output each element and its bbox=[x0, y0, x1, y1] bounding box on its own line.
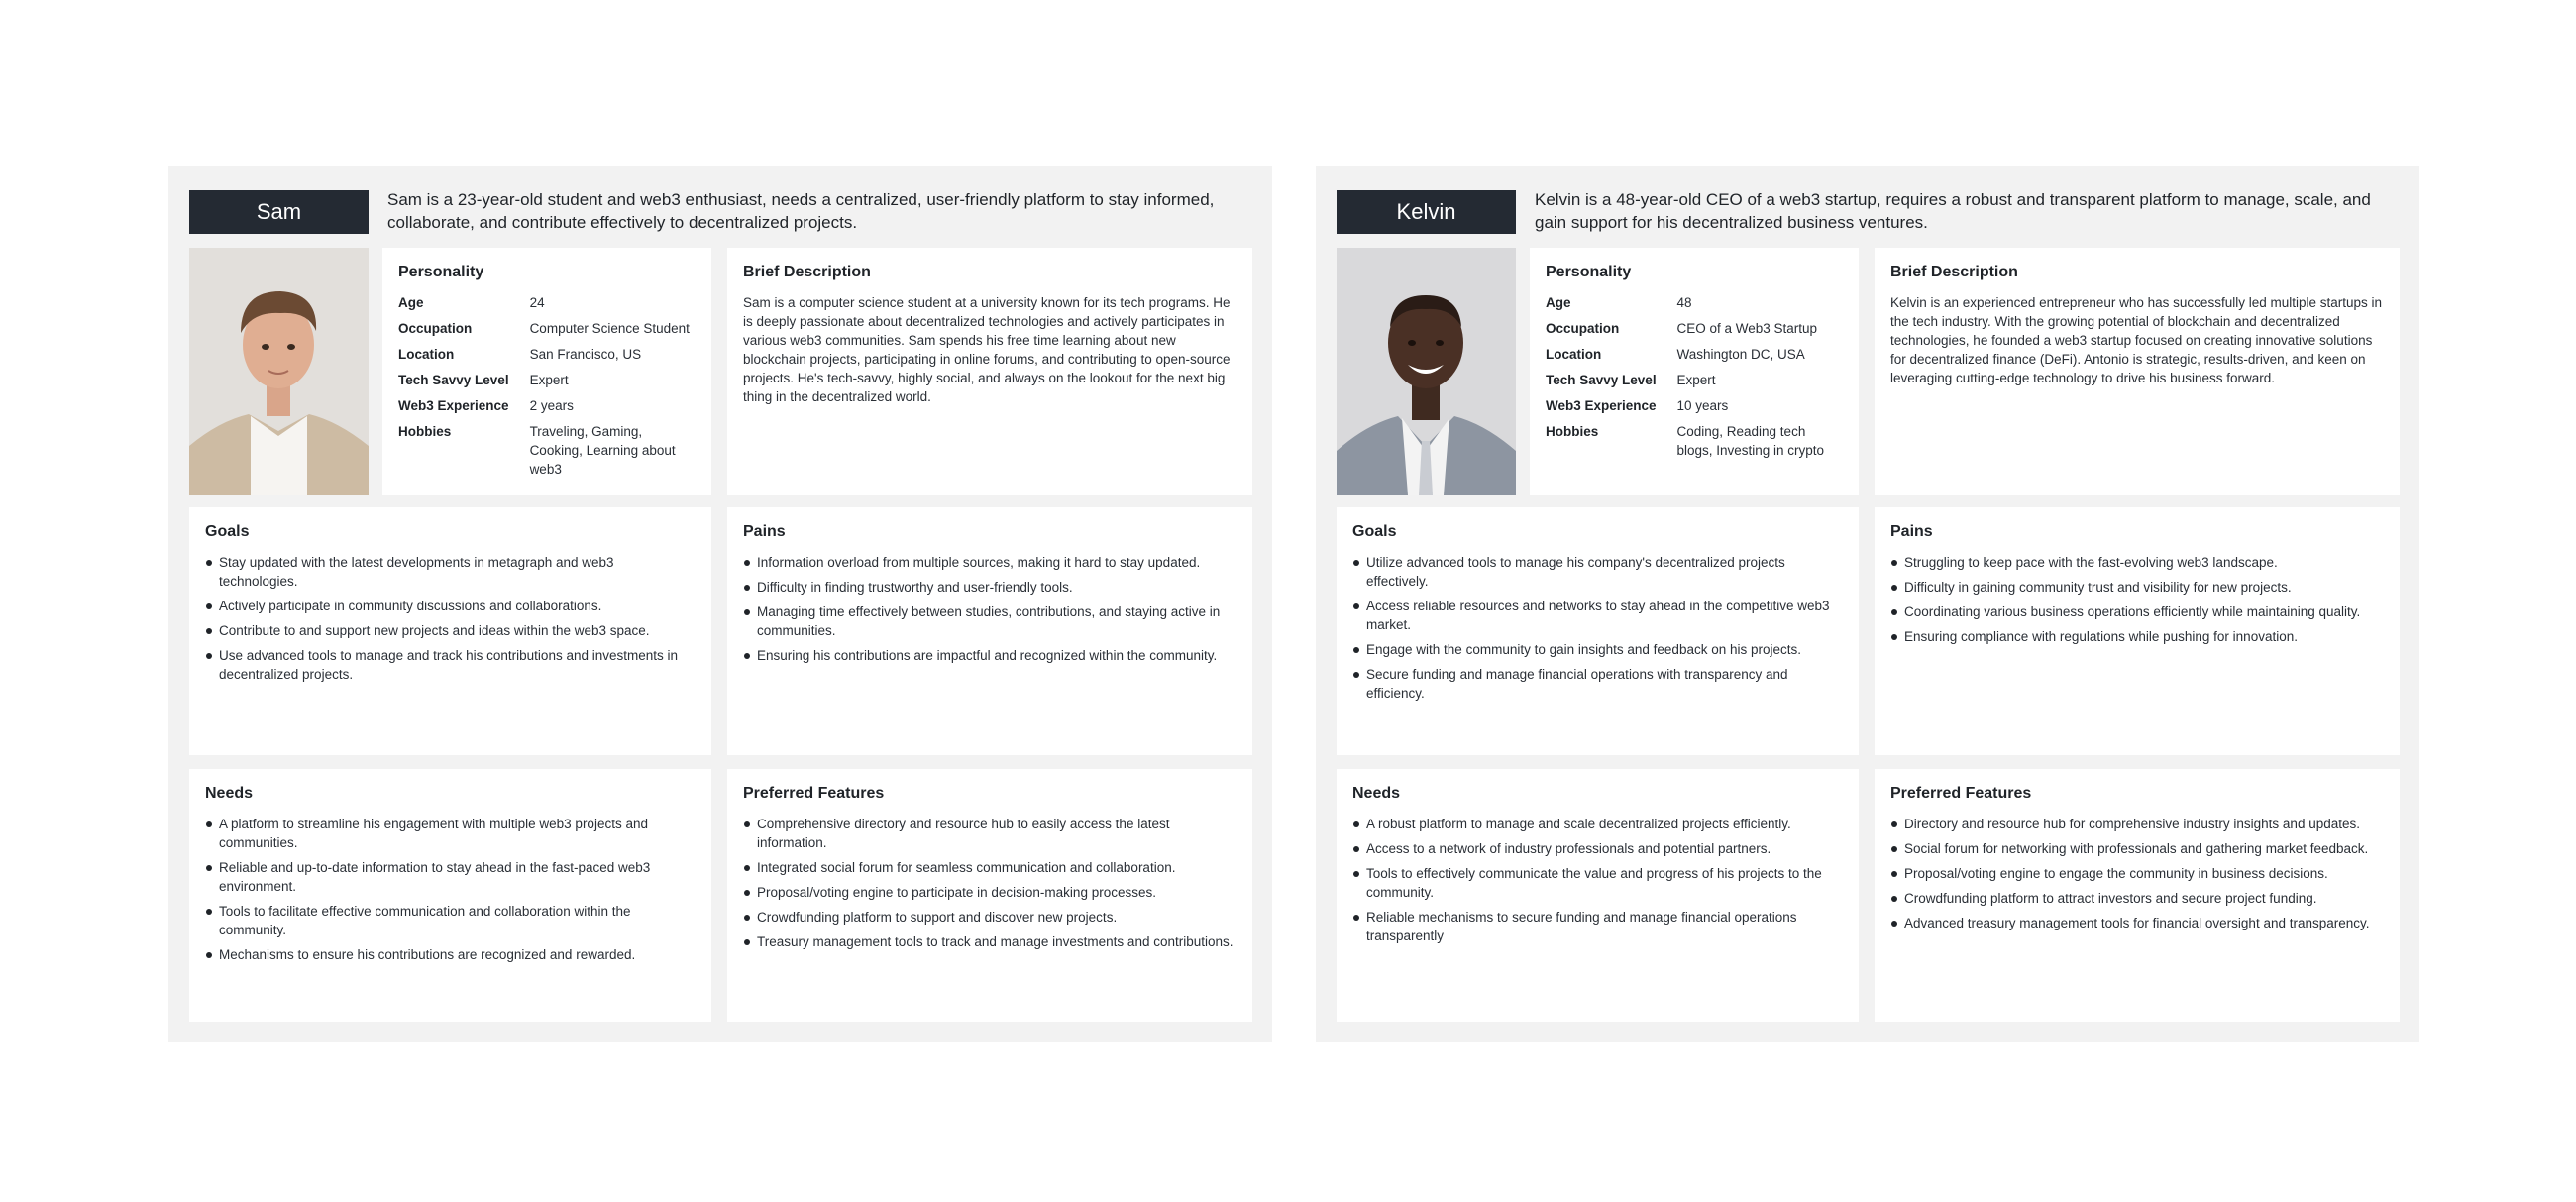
personality-row-web3-experience bbox=[1546, 396, 1843, 422]
field-value: Washington DC, USA bbox=[1676, 347, 1805, 362]
goals-list bbox=[205, 553, 696, 684]
persona-name: Sam bbox=[189, 190, 369, 234]
brief-heading: Brief Description bbox=[1890, 264, 2018, 280]
personality-card bbox=[382, 248, 711, 495]
pains-heading: Pains bbox=[1890, 523, 1933, 540]
features-list bbox=[743, 815, 1236, 951]
needs-card bbox=[189, 769, 711, 1022]
persona-card-kelvin bbox=[1316, 166, 2419, 1042]
list-item: Directory and resource hub for comprehensive industry insights and updates. bbox=[1890, 815, 2384, 833]
field-label: Tech Savvy Level bbox=[398, 373, 509, 387]
personality-row-web3-experience bbox=[398, 396, 696, 422]
personality-row-hobbies bbox=[398, 422, 696, 486]
list-item: Treasury management tools to track and manage investments and contributions. bbox=[743, 932, 1236, 951]
list-item: Tools to effectively communicate the value and progress of his projects to the community. bbox=[1352, 864, 1843, 902]
goals-list bbox=[1352, 553, 1843, 703]
field-value: 2 years bbox=[529, 398, 574, 413]
needs-heading: Needs bbox=[205, 785, 254, 802]
brief-heading: Brief Description bbox=[743, 264, 871, 280]
field-value: San Francisco, US bbox=[529, 347, 642, 362]
list-item: Proposal/voting engine to participate in decision-making processes. bbox=[743, 883, 1236, 902]
field-label: Hobbies bbox=[398, 424, 452, 439]
field-value: Expert bbox=[1676, 373, 1716, 387]
field-value: Traveling, Gaming, Cooking, Learning about web3 bbox=[529, 424, 676, 477]
field-label: Occupation bbox=[1546, 321, 1620, 336]
field-label: Age bbox=[1546, 295, 1571, 310]
pains-card bbox=[727, 507, 1252, 755]
list-item: Utilize advanced tools to manage his company's decentralized projects effectively. bbox=[1352, 553, 1843, 591]
persona-photo bbox=[1337, 248, 1516, 495]
list-item: Access reliable resources and networks to stay ahead in the competitive web3 market. bbox=[1352, 597, 1843, 634]
pains-list bbox=[1890, 553, 2384, 646]
personality-row-age bbox=[1546, 293, 1843, 319]
list-item: Integrated social forum for seamless communication and collaboration. bbox=[743, 858, 1236, 877]
pains-list bbox=[743, 553, 1236, 665]
list-item: Ensuring compliance with regulations while pushing for innovation. bbox=[1890, 627, 2384, 646]
list-item: Advanced treasury management tools for financial oversight and transparency. bbox=[1890, 914, 2384, 932]
personality-row-occupation bbox=[398, 319, 696, 345]
goals-card bbox=[189, 507, 711, 755]
features-list bbox=[1890, 815, 2384, 932]
needs-heading: Needs bbox=[1352, 785, 1401, 802]
field-value: Coding, Reading tech blogs, Investing in crypto bbox=[1676, 424, 1825, 458]
pains-card bbox=[1875, 507, 2400, 755]
list-item: Social forum for networking with professionals and gathering market feedback. bbox=[1890, 839, 2384, 858]
personality-row-hobbies bbox=[1546, 422, 1843, 467]
personality-table bbox=[398, 293, 696, 486]
personality-table bbox=[1546, 293, 1843, 467]
field-value: Computer Science Student bbox=[529, 321, 690, 336]
field-label: Location bbox=[1546, 347, 1602, 362]
list-item: Comprehensive directory and resource hub to easily access the latest information. bbox=[743, 815, 1236, 852]
list-item: Reliable mechanisms to secure funding and manage financial operations transparently bbox=[1352, 908, 1843, 945]
field-label: Tech Savvy Level bbox=[1546, 373, 1657, 387]
brief-text: Kelvin is an experienced entrepreneur who has successfully led multiple startups in the tech industry. With the growing potential of blockchain and decentralized technologies, he founded a web3 startup focused on creating innovative solutions for decentralized finance (DeFi). Antonio is strategic, results-driven, and keen on leveraging cutting-edge technology to drive his business forward. bbox=[1890, 295, 2383, 385]
brief-description-card bbox=[1875, 248, 2400, 495]
persona-summary: Sam is a 23-year-old student and web3 enthusiast, needs a centralized, user-friendly platform to stay informed, collaborate, and contribute effectively to decentralized projects. bbox=[387, 190, 1215, 232]
needs-list bbox=[205, 815, 696, 964]
list-item: Difficulty in gaining community trust and visibility for new projects. bbox=[1890, 578, 2384, 597]
personality-row-location bbox=[1546, 345, 1843, 371]
list-item: Crowdfunding platform to attract investors and secure project funding. bbox=[1890, 889, 2384, 908]
list-item: A robust platform to manage and scale decentralized projects efficiently. bbox=[1352, 815, 1843, 833]
list-item: Ensuring his contributions are impactful and recognized within the community. bbox=[743, 646, 1236, 665]
list-item: Information overload from multiple sources, making it hard to stay updated. bbox=[743, 553, 1236, 572]
goals-heading: Goals bbox=[205, 523, 250, 540]
list-item: Crowdfunding platform to support and discover new projects. bbox=[743, 908, 1236, 927]
personality-row-location bbox=[398, 345, 696, 371]
list-item: Engage with the community to gain insights and feedback on his projects. bbox=[1352, 640, 1843, 659]
preferred-features-card bbox=[727, 769, 1252, 1022]
list-item: Reliable and up-to-date information to stay ahead in the fast-paced web3 environment. bbox=[205, 858, 696, 896]
list-item: Secure funding and manage financial operations with transparency and efficiency. bbox=[1352, 665, 1843, 703]
list-item: A platform to streamline his engagement with multiple web3 projects and communities. bbox=[205, 815, 696, 852]
field-value: CEO of a Web3 Startup bbox=[1676, 321, 1818, 336]
preferred-features-card bbox=[1875, 769, 2400, 1022]
field-label: Web3 Experience bbox=[398, 398, 509, 413]
personality-row-tech-savvy bbox=[398, 371, 696, 396]
personality-row-tech-savvy bbox=[1546, 371, 1843, 396]
personality-card bbox=[1530, 248, 1859, 495]
list-item: Actively participate in community discussions and collaborations. bbox=[205, 597, 696, 615]
field-label: Occupation bbox=[398, 321, 473, 336]
personality-heading: Personality bbox=[1546, 264, 1632, 280]
list-item: Tools to facilitate effective communication and collaboration within the community. bbox=[205, 902, 696, 939]
field-value: 24 bbox=[529, 295, 545, 310]
list-item: Mechanisms to ensure his contributions are recognized and rewarded. bbox=[205, 945, 696, 964]
goals-card bbox=[1337, 507, 1859, 755]
features-heading: Preferred Features bbox=[743, 785, 885, 802]
list-item: Stay updated with the latest developments in metagraph and web3 technologies. bbox=[205, 553, 696, 591]
field-label: Hobbies bbox=[1546, 424, 1599, 439]
pains-heading: Pains bbox=[743, 523, 786, 540]
personality-row-occupation bbox=[1546, 319, 1843, 345]
list-item: Coordinating various business operations efficiently while maintaining quality. bbox=[1890, 602, 2384, 621]
needs-list bbox=[1352, 815, 1843, 945]
field-label: Web3 Experience bbox=[1546, 398, 1657, 413]
brief-description-card bbox=[727, 248, 1252, 495]
list-item: Proposal/voting engine to engage the community in business decisions. bbox=[1890, 864, 2384, 883]
field-label: Location bbox=[398, 347, 455, 362]
personality-row-age bbox=[398, 293, 696, 319]
features-heading: Preferred Features bbox=[1890, 785, 2032, 802]
persona-summary: Kelvin is a 48-year-old CEO of a web3 startup, requires a robust and transparent platform to manage, scale, and gain support for his decentralized business ventures. bbox=[1535, 190, 2371, 232]
field-label: Age bbox=[398, 295, 424, 310]
persona-photo bbox=[189, 248, 369, 495]
list-item: Contribute to and support new projects and ideas within the web3 space. bbox=[205, 621, 696, 640]
brief-text: Sam is a computer science student at a university known for its tech programs. He is deeply passionate about decentralized technologies and actively participates in various web3 communities. Sam spends his free time learning about new blockchain projects, participating in online forums, and contributing to open-source projects. He's tech-savvy, highly social, and always on the lookout for the next big thing in the decentralized world. bbox=[743, 295, 1231, 404]
field-value: 10 years bbox=[1676, 398, 1729, 413]
list-item: Use advanced tools to manage and track his contributions and investments in decentralized projects. bbox=[205, 646, 696, 684]
field-value: 48 bbox=[1676, 295, 1692, 310]
needs-card bbox=[1337, 769, 1859, 1022]
persona-name: Kelvin bbox=[1337, 190, 1516, 234]
list-item: Access to a network of industry professionals and potential partners. bbox=[1352, 839, 1843, 858]
field-value: Expert bbox=[529, 373, 569, 387]
persona-card-sam bbox=[168, 166, 1272, 1042]
list-item: Managing time effectively between studies, contributions, and staying active in communities. bbox=[743, 602, 1236, 640]
personality-heading: Personality bbox=[398, 264, 484, 280]
goals-heading: Goals bbox=[1352, 523, 1397, 540]
list-item: Difficulty in finding trustworthy and user-friendly tools. bbox=[743, 578, 1236, 597]
list-item: Struggling to keep pace with the fast-evolving web3 landscape. bbox=[1890, 553, 2384, 572]
